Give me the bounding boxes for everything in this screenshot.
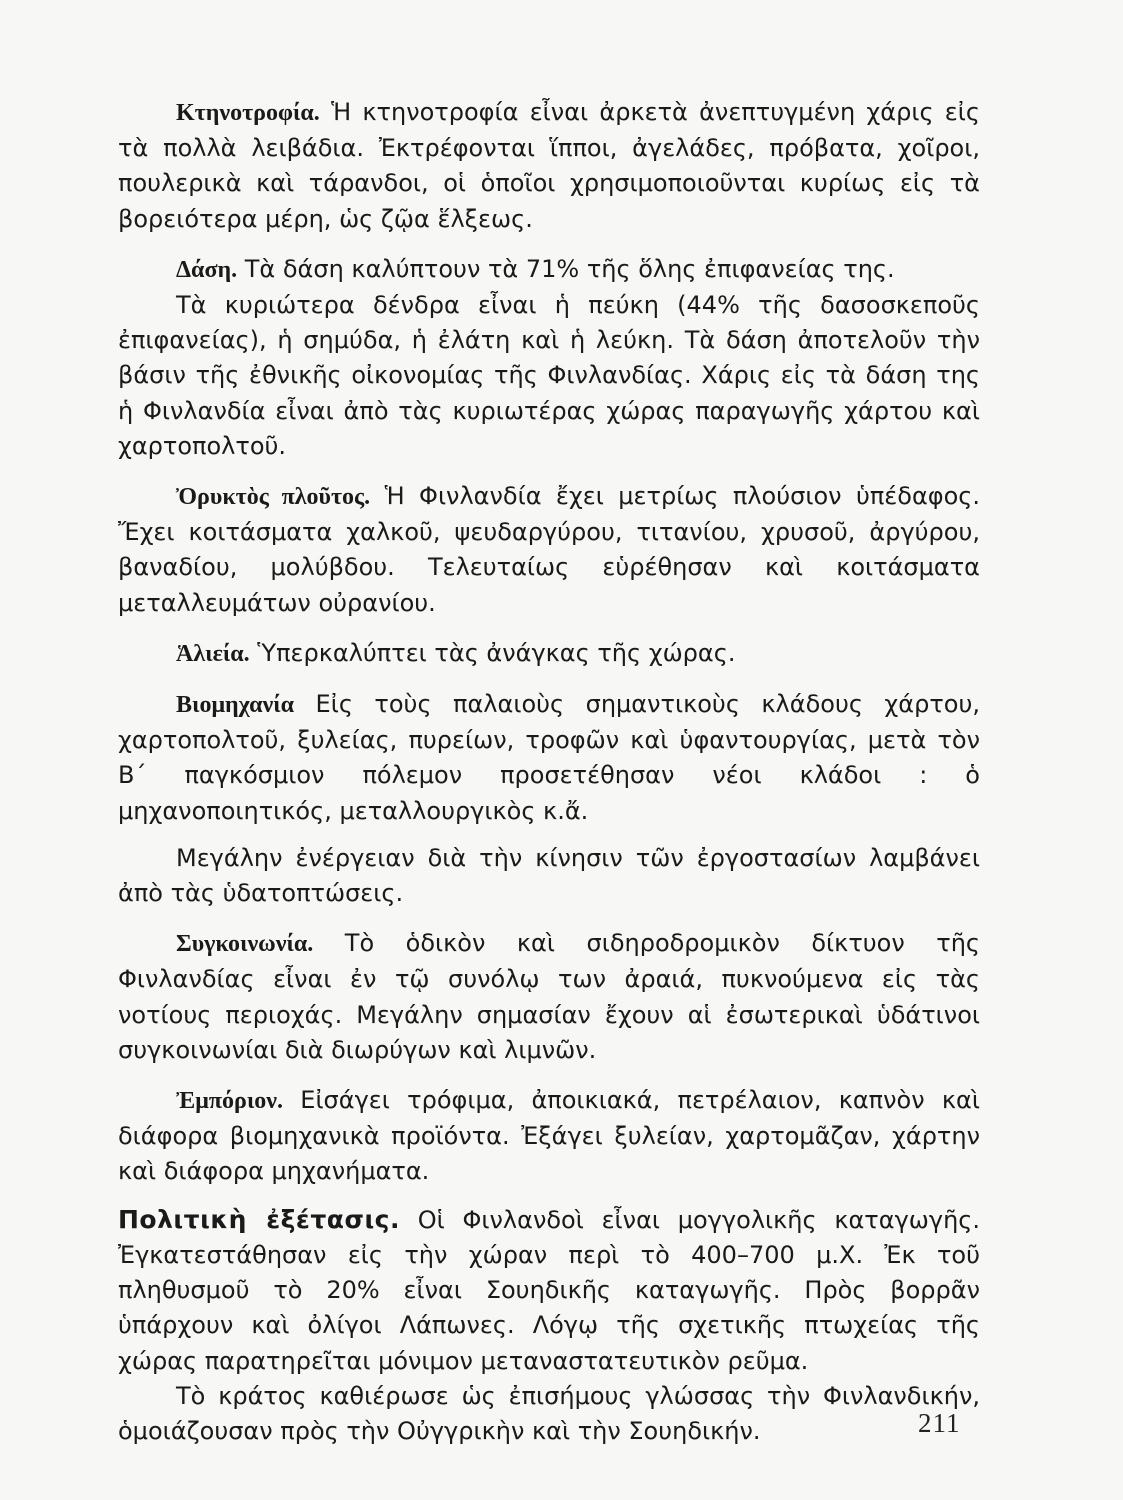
paragraph-sygkoinonia [118, 926, 980, 1068]
paragraph-text: Εἰς τοὺς παλαιοὺς σημαντικοὺς κλάδους χάρτου, χαρτοπολτοῦ, ξυλείας, πυρείων, τροφῶν καὶ ὑφαντουργίας, μετὰ τὸν Β΄ παγκόσμιον πόλεμον προσετέθησαν νέοι κλάδοι : ὁ μηχανοποιητικός, μεταλλουργικὸς κ.ἄ. [118, 690, 980, 825]
paragraph-text: Τὰ δάση καλύπτουν τὰ 71% τῆς ὅλης ἐπιφανείας της. [237, 254, 895, 283]
page-number: 211 [918, 1408, 961, 1438]
paragraph-emporion [118, 1083, 980, 1190]
paragraph-text: Ἡ κτηνοτροφία εἶναι ἀρκετὰ ἀνεπτυγμένη χάρις εἰς τὰ πολλὰ λειβάδια. Ἐκτρέφονται ἵπποι, ἀγελάδες, πρόβατα, χοῖροι, πουλερικὰ καὶ τάρανδοι, οἱ ὁποῖοι χρησιμοποιοῦνται κυρίως εἰς τὰ βορειότερα μέρη, ὡς ζῷα ἕλξεως. [118, 98, 980, 233]
section-heading: Ὀρυκτὸς πλοῦτος. [176, 484, 371, 511]
section-heading: Κτηνοτροφία. [176, 100, 320, 126]
paragraph-text: Ἡ Φινλανδία ἔχει μετρίως πλούσιον ὑπέδαφος. Ἔχει κοιτάσματα χαλκοῦ, ψευδαργύρου, τιτανίου, χρυσοῦ, ἀργύρου, βαναδίου, μολύβδου. Τελευταίως εὑρέθησαν καὶ κοιτάσματα μεταλλευμάτων οὐρανίου. [118, 482, 980, 617]
paragraph-text: Ὑπερκαλύπτει τὰς ἀνάγκας τῆς χώρας. [249, 638, 736, 667]
paragraph-text: Τὰ κυριώτερα δένδρα εἶναι ἡ πεύκη (44% τῆς δασοσκεποῦς ἐπιφανείας), ἡ σημύδα, ἡ ἐλάτη καὶ ἡ λεύκη. Τὰ δάση ἀποτελοῦν τὴν βάσιν τῆς ἐθνικῆς οἰκονομίας τῆς Φινλανδίας. Χάρις εἰς τὰ δάση της ἡ Φινλανδία εἶναι ἀπὸ τὰς κυριωτέρας χώρας παραγωγῆς χάρτου καὶ χαρτοπολτοῦ. [118, 291, 980, 460]
section-heading: Πολιτικὴ ἐξέτασις. [118, 1204, 400, 1234]
page-content [118, 95, 980, 1449]
paragraph-glossai [118, 1379, 980, 1449]
section-heading: Συγκοινωνία. [176, 931, 314, 958]
paragraph-alieia [118, 636, 980, 672]
paragraph-viomichania [118, 687, 980, 829]
paragraph-politiki-exetasis [118, 1202, 980, 1379]
paragraph-ktinotrofia [118, 95, 980, 237]
paragraph-text: Οἱ Φινλανδοὶ εἶναι μογγολικῆς καταγωγῆς. Ἐγκατεστάθησαν εἰς τὴν χώραν περὶ τὸ 400–700 μ.Χ. Ἐκ τοῦ πληθυσμοῦ τὸ 20% εἶναι Σουηδικῆς καταγωγῆς. Πρὸς βορρᾶν ὑπάρχουν καὶ ὀλίγοι Λάπωνες. Λόγῳ τῆς σχετικῆς πτωχείας τῆς χώρας παρατηρεῖται μόνιμον μεταναστατευτικὸν ρεῦμα. [118, 1205, 980, 1375]
paragraph-text: Τὸ ὁδικὸν καὶ σιδηροδρομικὸν δίκτυον τῆς Φινλανδίας εἶναι ἐν τῷ συνόλῳ των ἀραιά, πυκνούμενα εἰς τὰς νοτίους περιοχάς. Μεγάλην σημασίαν ἔχουν αἱ ἐσωτερικαὶ ὑδάτινοι συγκοινωνίαι διὰ διωρύγων καὶ λιμνῶν. [118, 929, 980, 1064]
paragraph-text: Τὸ κράτος καθιέρωσε ὡς ἐπισήμους γλώσσας τὴν Φινλανδικήν, ὁμοιάζουσαν πρὸς τὴν Οὐγγρικὴν καὶ τὴν Σουηδικήν. [118, 1381, 980, 1445]
section-heading: Δάση. [176, 256, 238, 283]
paragraph-text: Μεγάλην ἐνέργειαν διὰ τὴν κίνησιν τῶν ἐργοστασίων λαμβάνει ἀπὸ τὰς ὑδατοπτώσεις. [118, 843, 980, 908]
paragraph-dendra [118, 288, 980, 464]
section-heading: Ἐμπόριον. [176, 1088, 283, 1115]
section-heading: Ἁλιεία. [176, 640, 250, 667]
paragraph-oryktos-ploutos [118, 479, 980, 621]
paragraph-text: Εἰσάγει τρόφιμα, ἀποικιακά, πετρέλαιον, καπνὸν καὶ διάφορα βιομηχανικὰ προϊόντα. Ἐξάγει ξυλείαν, χαρτομᾶζαν, χάρτην καὶ διάφορα μηχανήματα. [118, 1086, 980, 1186]
section-heading: Βιομηχανία [176, 692, 295, 719]
paragraph-energeia [118, 841, 980, 911]
paragraph-dasi [118, 252, 980, 288]
